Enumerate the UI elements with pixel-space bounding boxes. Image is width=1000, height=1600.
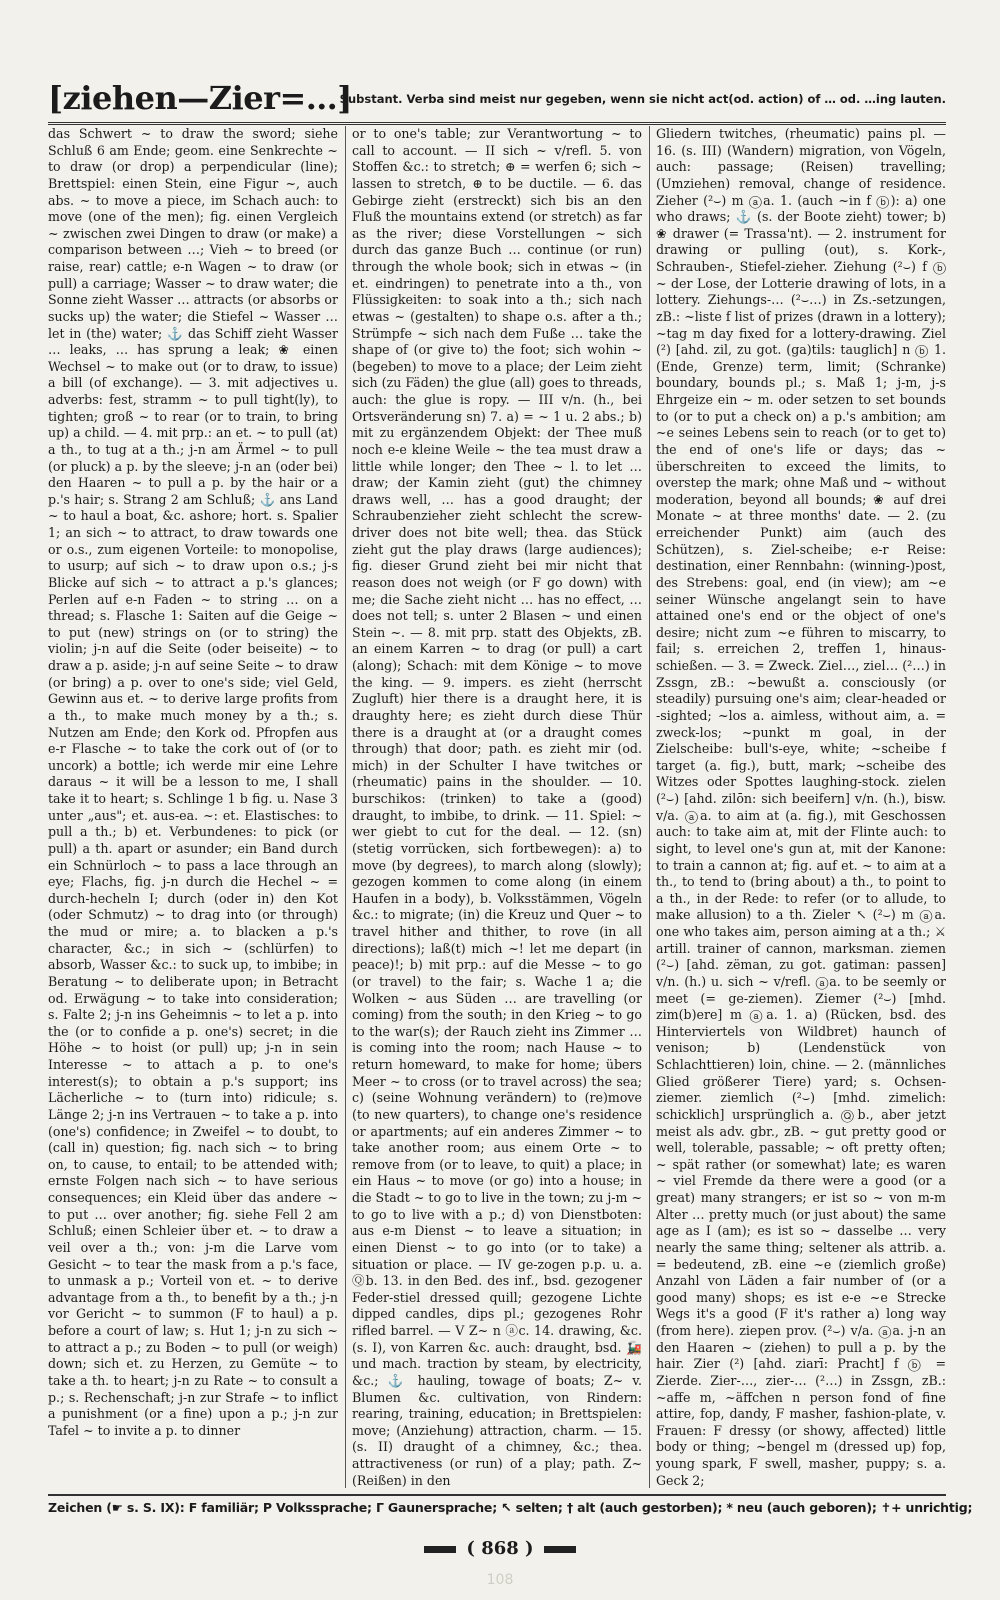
page-number-line (0, 1538, 1000, 1559)
column-middle (352, 126, 642, 1488)
page-number: ( 868 ) (466, 1538, 534, 1559)
ornament-bar-left (424, 1544, 456, 1555)
column-left (48, 126, 338, 1488)
symbol-legend: Zeichen (☛ s. S. IX): F familiär; P Volkssprache; Γ Gaunersprache; ↖ selten; † alt (auch gestorben); * neu (auch geboren); ✝+ unrichtig; (48, 1500, 973, 1515)
header-rule (48, 122, 946, 125)
bleed-through-text: 108 (486, 1572, 514, 1588)
running-head-title: [ziehen—Zier=…] (48, 79, 352, 117)
page-header (48, 78, 946, 122)
column-middle-text: or to one's table; zur Verantwortung ~ to call to account. — II sich ~ v/refl. 5. von Stoffen &c.: to stretch; ⊕ = werfen 6; sich ~ lassen to stretch, ⊕ to be ductile. — 6. das Gebirge zieht (erstreckt) sich bis an den Fluß the mountains extend (or stretch) as far as the river; diese Vorstellungen ~ sich durch das ganze Buch … continue (or run) through the whole book; sich in etwas ~ (in et. eindringen) to penetrate into a th., von Flüssigkeiten: to soak into a th.; sich nach etwas ~ (gestalten) to shape o.s. after a th.; Strümpfe ~ sich nach dem Fuße … take the shape of (or give to) the foot; sich wohin ~ (begeben) to move to a place; der Leim zieht sich (zu Fäden) the glue (all) goes to threads, auch: the glue is ropy. — III v/n. (h., bei Ortsveränderung sn) 7. a) = ~ 1 u. 2 abs.; b) mit zu ergänzendem Objekt: der Thee muß noch e-e kleine Weile ~ the tea must draw a little while longer; den Thee ~ l. to let … draw; der Kamin zieht (gut) the chimney draws well, … has a good draught; der Schraubenzieher zieht schlecht the screw-driver does not bite well; thea. das Stück zieht gut the play draws (large audiences); fig. dieser Grund zieht bei mir nicht that reason does not weigh (or F go down) with me; die Sache zieht nicht … has no effect, … does not tell; s. unter 2 Blasen ~ und einen Stein ~. — 8. mit prp. statt des Objekts, zB. an einem Karren ~ to drag (or pull) a cart (along); Schach: mit dem Könige ~ to move the king. — 9. impers. es zieht (herrscht Zugluft) hier there is a draught here, it is draughty here; es zieht durch diese Thür there is a draught at (or a draught comes through) that door; path. es zieht mir (od. mich) in der Schulter I have twitches or (rheumatic) pains in the shoulder. — 10. burschikos: (trinken) to take a (good) draught, to imbibe, to drink. — 11. Spiel: ~ wer giebt to cut for the deal. — 12. (sn) (stetig vorrücken, sich fortbewegen): a) to move (by degrees), to march along (slowly); gezogen kommen to come along (in einem Haufen in a body), b. Volksstämmen, Vögeln &c.: to migrate; (in) die Kreuz und Quer ~ to travel hither and thither, to rove (in all directions); laß(t) mich ~! let me depart (in peace)!; b) mit prp.: auf die Messe ~ to go (or travel) to the fair; s. Wache 1 a; die Wolken ~ aus Süden … are travelling (or coming) from the south; in den Krieg ~ to go to the war(s); der Rauch zieht ins Zimmer … is coming into the room; nach Hause ~ to return homeward, to make for home; übers Meer ~ to cross (or to travel across) the sea; c) (seine Wohnung verändern) to (re)move (to new quarters), to change one's residence or apartments; auf ein anderes Zimmer ~ to take another room; aus einem Orte ~ to remove from (or to leave, to quit) a place; in ein Haus ~ to move (or go) into a house; in die Stadt ~ to go to live in the town; zu j-m ~ to go to live with a p.; d) von Dienstboten: aus e-m Dienst ~ to leave a situation; in einen Dienst ~ to go into (or to take) a situation or place. — IV ge-zogen p.p. u. a. Ⓠb. 13. in den Bed. des inf., bsd. gezogener Feder-stiel dressed quill; gezogene Lichte dipped candles, dips pl.; gezogenes Rohr rifled barrel. — V Z~ n ⓐc. 14. drawing, &c. (s. I), von Karren &c. auch: draught, bsd. 🚂 und mach. traction by steam, by electricity, &c.; ⚓ hauling, towage of boats; Z~ v. Blumen &c. cultivation, von Rindern: rearing, training, education; in Brettspielen: move; (Anziehung) attraction, charm. — 15. (s. II) draught of a chimney, &c.; thea. attractiveness (or run) of a play; path. Z~ (Reißen) in den (352, 126, 642, 1488)
text-columns (48, 126, 946, 1488)
column-left-text: das Schwert ~ to draw the sword; siehe Schluß 6 am Ende; geom. eine Senkrechte ~ to draw (or drop) a perpendicular (line); Brettspiel: einen Stein, eine Figur ~, auch abs. ~ to move a piece, im Schach auch: to move (one of the men); fig. einen Vergleich ~ zwischen zwei Dingen to draw (or make) a comparison between …; Vieh ~ to breed (or raise, rear) cattle; e-n Wagen ~ to draw (or pull) a carriage; Wasser ~ to draw water; die Sonne zieht Wasser … attracts (or absorbs or sucks up) the water; die Stiefel ~ Wasser … let in (the) water; ⚓ das Schiff zieht Wasser … leaks, … has sprung a leak; ❀ einen Wechsel ~ to make out (or to draw, to issue) a bill (of exchange). — 3. mit adjectives u. adverbs: fest, stramm ~ to pull tight(ly), to tighten; groß ~ to rear (or to train, to bring up) a child. — 4. mit prp.: an et. ~ to pull (at) a th., to tug at a th.; j-n am Ärmel ~ to pull (or pluck) a p. by the sleeve; j-n an (oder bei) den Haaren ~ to pull a p. by the hair or a p.'s hair; s. Strang 2 am Schluß; ⚓ ans Land ~ to haul a boat, &c. ashore; hort. s. Spalier 1; an sich ~ to attract, to draw towards one or o.s., zum eigenen Vorteile: to monopolise, to usurp; auf sich ~ to draw upon o.s.; j-s Blicke auf sich ~ to attract a p.'s glances; Perlen auf e-n Faden ~ to string … on a thread; s. Flasche 1: Saiten auf die Geige ~ to put (new) strings on (or to string) the violin; j-n auf die Seite (oder beiseite) ~ to draw a p. aside; j-n auf seine Seite ~ to draw (or bring) a p. over to one's side; viel Geld, Gewinn aus et. ~ to derive large profits from a th., to make much money by a th.; s. Nutzen am Ende; den Kork od. Pfropfen aus e-r Flasche ~ to take the cork out of (or to uncork) a bottle; ich werde mir eine Lehre daraus ~ it will be a lesson to me, I shall take it to heart; s. Schlinge 1 b fig. u. Nase 3 unter „aus"; et. aus-ea. ~: et. Elastisches: to pull a th.; b) et. Verbundenes: to pick (or pull) a th. apart or asunder; ein Band durch ein Schnürloch ~ to pass a lace through an eye; Flachs, fig. j-n durch die Hechel ~ = durch-hecheln I; durch (oder in) den Kot (oder Schmutz) ~ to drag into (or through) the mud or mire; a. to blacken a p.'s character, &c.; in sich ~ (schlürfen) to absorb, Wasser &c.: to suck up, to imbibe; in Beratung ~ to deliberate upon; in Betracht od. Erwägung ~ to take into consideration; s. Falte 2; j-n ins Geheimnis ~ to let a p. into the (or to confide a p. one's) secret; in die Höhe ~ to hoist (or pull) up; j-n in sein Interesse ~ to attach a p. to one's interest(s); to obtain a p.'s support; ins Lächerliche ~ to (turn into) ridicule; s. Länge 2; j-n ins Vertrauen ~ to take a p. into (one's) confidence; in Zweifel ~ to doubt, to (call in) question; fig. nach sich ~ to bring on, to cause, to entail; to be attended with; ernste Folgen nach sich ~ to have serious consequences; ein Kleid über das andere ~ to put … over another; fig. siehe Fell 2 am Schluß; einen Schleier über et. ~ to draw a veil over a th.; von: j-m die Larve vom Gesicht ~ to tear the mask from a p.'s face, to unmask a p.; Vorteil von et. ~ to derive advantage from a th., to benefit by a th.; j-n vor Gericht ~ to summon (F to haul) a p. before a court of law; s. Hut 1; j-n zu sich ~ to attract a p.; zu Boden ~ to pull (or weigh) down; sich et. zu Herzen, zu Gemüte ~ to take a th. to heart; j-n zu Rate ~ to consult a p.; s. Rechenschaft; j-n zur Strafe ~ to inflict a punishment (or a fine) upon a p.; j-n zur Tafel ~ to invite a p. to dinner (48, 126, 338, 1438)
running-head-note: Substant. Verba sind meist nur gegeben, wenn sie nicht act(od. action) of … od. …ing lauten. (339, 92, 946, 106)
ornament-bar-right (544, 1544, 576, 1555)
column-right (656, 126, 946, 1488)
column-divider (345, 126, 346, 1488)
footer-rule (48, 1494, 946, 1496)
column-divider (649, 126, 650, 1488)
column-right-text: Gliedern twitches, (rheumatic) pains pl. — 16. (s. III) (Wandern) migration, von Vögeln, auch: passage; (Reisen) travelling; (Umziehen) removal, change of residence. Zieher (²⌣) m ⓐa. 1. (auch ~in f ⓑ): a) one who draws; ⚓ (s. der Boote zieht) tower; b) ❀ drawer (= Trassa'nt). — 2. instrument for drawing or pulling (out), s. Kork-, Schrauben-, Stiefel-zieher. Ziehung (²⌣) f ⓑ ~ der Lose, der Lotterie drawing of lots, in a lottery. Ziehungs-… (²⌣…) in Zs.-setzungen, zB.: ~liste f list of prizes (drawn in a lottery); ~tag m day fixed for a lottery-drawing. Ziel (²) [ahd. zil, zu got. (ga)tils: tauglich] n ⓑ 1. (Ende, Grenze) term, limit; (Schranke) boundary, bounds pl.; s. Maß 1; j-m, j-s Ehrgeize ein ~ m. oder setzen to set bounds to (or to put a check on) a p.'s ambition; am ~e seines Lebens sein to reach (or to get to) the end of one's life or days; das ~ überschreiten to exceed the limits, to overstep the mark; ohne Maß und ~ without moderation, beyond all bounds; ❀ auf drei Monate ~ at three months' date. — 2. (zu erreichender Punkt) aim (auch des Schützen), s. Ziel-scheibe; e-r Reise: destination, einer Rennbahn: (winning-)post, des Strebens: goal, end (in view); am ~e seiner Wünsche angelangt sein to have attained one's end or the object of one's desire; nicht zum ~e führen to miscarry, to fail; s. erreichen 2, treffen 1, hinaus-schießen. — 3. = Zweck. Ziel…, ziel… (²…) in Zssgn, zB.: ~bewußt a. consciously (or steadily) pursuing one's aim; clear-headed or -sighted; ~los a. aimless, without aim, a. = zweck-los; ~punkt m goal, in der Zielscheibe: bull's-eye, white; ~scheibe f target (a. fig.), butt, mark; ~scheibe des Witzes oder Spottes laughing-stock. zielen (²⌣) [ahd. zilōn: sich beeifern] v/n. (h.), bisw. v/a. ⓐa. to aim at (a. fig.), mit Geschossen auch: to take aim at, mit der Flinte auch: to sight, to level one's gun at, mit der Kanone: to train a cannon at; fig. auf et. ~ to aim at a th., to tend to (bring about) a th., to point to a th., in der Rede: to refer (or to allude, to make allusion) to a th. Zieler ↖ (²⌣) m ⓐa. one who takes aim, person aiming at a th.; ⚔ artill. trainer of cannon, marksman. ziemen (²⌣) [ahd. zëman, zu got. gatiman: passen] v/n. (h.) u. sich ~ v/refl. ⓐa. to be seemly or meet (= ge-ziemen). Ziemer (²⌣) [mhd. zim(b)ere] m ⓐa. 1. a) (Rücken, bsd. des Hinterviertels von Wildbret) haunch of venison; b) (Lendenstück von Schlachttieren) loin, chine. — 2. (männliches Glied größerer Tiere) yard; s. Ochsen-ziemer. ziemlich (²⌣) [mhd. zimelich: schicklich] ursprünglich a. Ⓠb., aber jetzt meist als adv. gbr., zB. ~ gut pretty good or well, tolerable, passable; ~ oft pretty often; ~ spät rather (or somewhat) late; es waren ~ viel Fremde da there were a good (or a great) many strangers; er ist so ~ von m-m Alter … pretty much (or just about) the same age as I (am); es ist so ~ dasselbe … very nearly the same thing; seltener als attrib. a. = bedeutend, zB. eine ~e (ziemlich große) Anzahl von Läden a fair number of (or a good many) shops; es ist e-e ~e Strecke Wegs it's a good (F it's rather a) long way (from here). ziepen prov. (²⌣) v/a. ⓐa. j-n an den Haaren ~ (ziehen) to pull a p. by the hair. Zier (²) [ahd. ziarī: Pracht] f ⓑ = Zierde. Zier-…, zier-… (²…) in Zssgn, zB.: ~affe m, ~äffchen n person fond of fine attire, fop, dandy, F masher, fashion-plate, v. Frauen: F dressy (or showy, affected) little body or thing; ~bengel m (dressed up) fop, young spark, F swell, masher, puppy; s. a. Geck 2; (656, 126, 946, 1488)
